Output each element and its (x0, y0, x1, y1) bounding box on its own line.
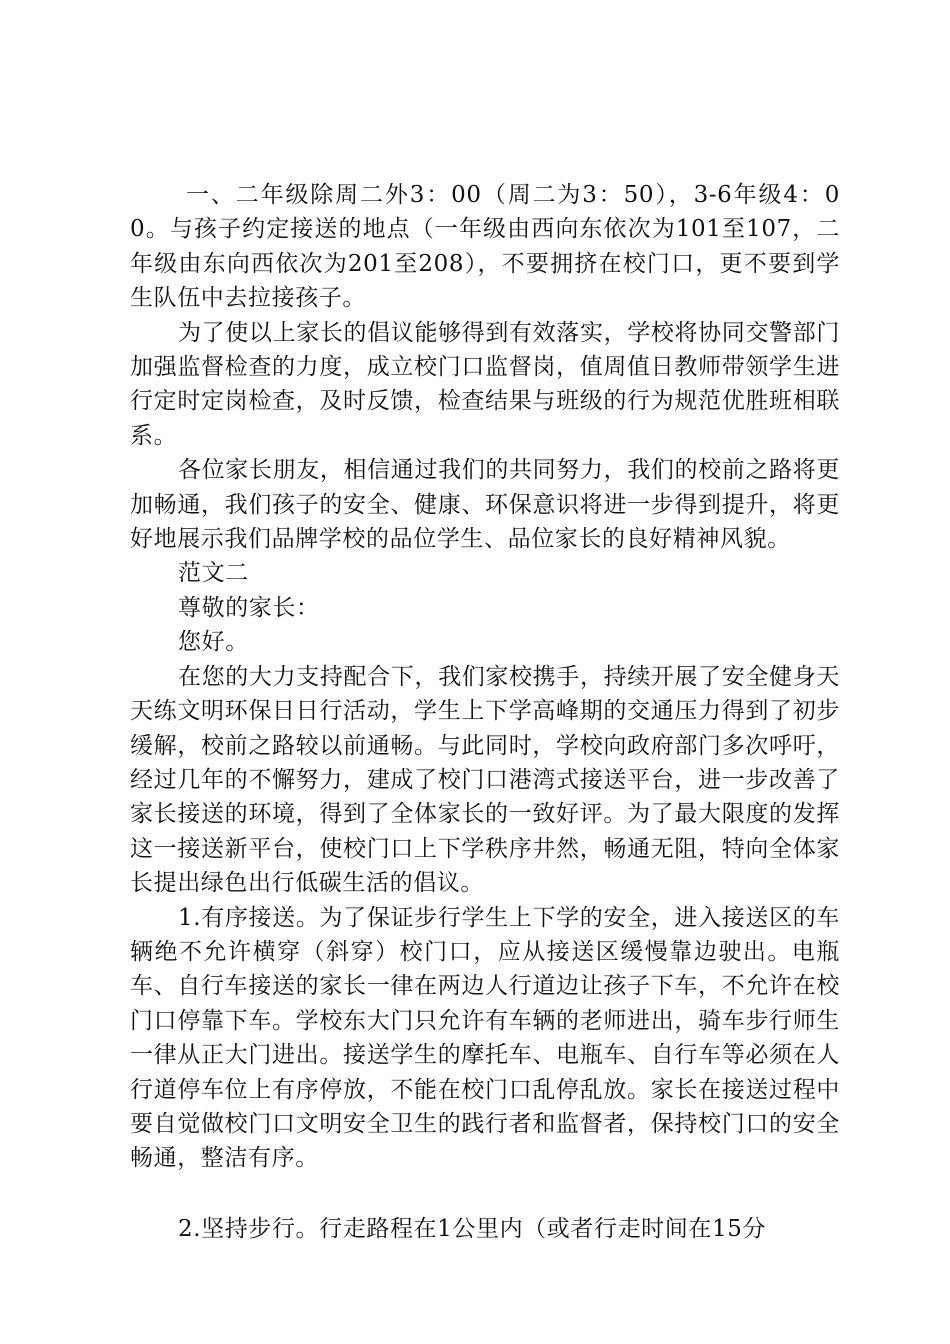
section-heading-sample-two: 范文二 (178, 560, 249, 587)
paragraph-introduction: 在您的大力支持配合下，我们家校携手，持续开展了安全健身天天练文明环保日日行活动，学生上下学高峰期的交通压力得到了初步缓解，校前之路较以前通畅。与此同时，学校向政府部门多次呼吁，经过几年的不懈努力，建成了校门口港湾式接送平台，进一步改善了家长接送的环境，得到了全体家长的一致好评。为了最大限度的发挥这一接送新平台，使校门口上下学秩序井然，畅通无阻，特向全体家长提出绿色出行低碳生活的倡议。 (130, 663, 840, 897)
paragraph-walking: 2.坚持步行。行走路程在1公里内（或者行走时间在15分 (178, 1215, 767, 1242)
greeting: 您好。 (178, 629, 249, 656)
document-body (130, 178, 840, 1246)
paragraph-orderly-pickup: 1.有序接送。为了保证步行学生上下学的安全，进入接送区的车辆绝不允许横穿（斜穿）校门口，应从接送区缓慢靠边驶出。电瓶车、自行车接送的家长一律在两边人行道边让孩子下车，不允许在校门口停靠下车。学校东大门只允许有车辆的老师进出，骑车步行师生一律从正大门进出。接送学生的摩托车、电瓶车、自行车等必须在人行道停车位上有序停放，不能在校门口乱停乱放。家长在接送过程中要自觉做校门口文明安全卫生的践行者和监督者，保持校门口的安全畅通，整洁有序。 (130, 904, 840, 1172)
paragraph-supervision: 为了使以上家长的倡议能够得到有效落实，学校将协同交警部门加强监督检查的力度，成立校门口监督岗，值周值日教师带领学生进行定时定岗检查，及时反馈，检查结果与班级的行为规范优胜班相联系。 (130, 319, 840, 449)
paragraph-closing-appeal: 各位家长朋友，相信通过我们的共同努力，我们的校前之路将更加畅通，我们孩子的安全、健康、环保意识将进一步得到提升，将更好地展示我们品牌学校的品位学生、品位家长的良好精神风貌。 (130, 457, 840, 553)
paragraph-spacer (130, 1176, 840, 1212)
salutation: 尊敬的家长： (178, 594, 320, 621)
paragraph-pickup-times: 一、二年级除周二外3：00（周二为3：50），3-6年级4：00。与孩子约定接送的地点（一年级由西向东依次为101至107，二年级由东向西依次为201至208），不要拥挤在校门口，更不要到学生队伍中去拉接孩子。 (130, 182, 840, 312)
